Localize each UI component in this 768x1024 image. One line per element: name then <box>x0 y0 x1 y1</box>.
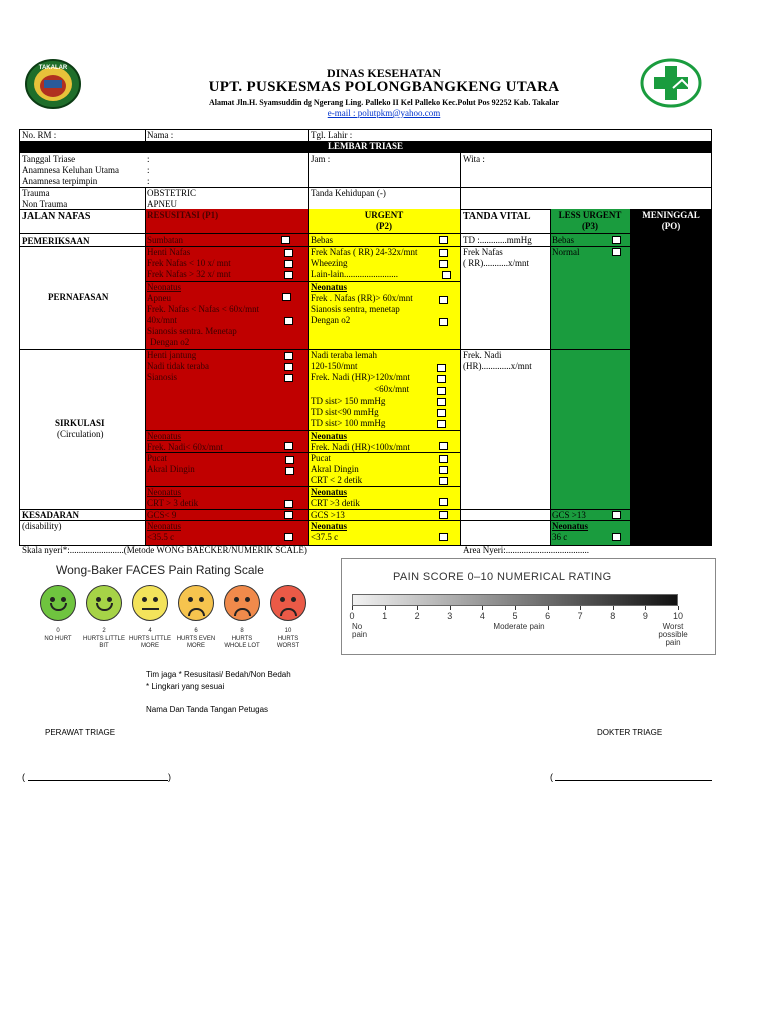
p1-item: Frek. Nafas < Nafas < 60x/mnt <box>147 304 260 314</box>
p1-neonatus-title: Neonatus <box>147 431 181 441</box>
face-eye <box>153 597 158 602</box>
p2-gcs: GCS >13 <box>311 510 345 520</box>
p2-item: Akral Dingin <box>311 464 359 474</box>
checkbox[interactable] <box>439 249 448 257</box>
face-eye <box>96 597 101 602</box>
checkbox[interactable] <box>612 236 621 244</box>
numeric-tick-label: 10 <box>672 611 683 621</box>
p2-item: Dengan o2 <box>311 315 351 325</box>
p2-item: Frek. Nadi (HR)>120x/mnt <box>311 372 410 382</box>
pain-face-4 <box>132 585 168 621</box>
apneu: APNEU <box>147 199 178 209</box>
numeric-tick-label: 5 <box>512 611 518 621</box>
wita-label: Wita : <box>463 154 485 164</box>
pain-face-2 <box>86 585 122 621</box>
numeric-tick-mark <box>613 606 614 610</box>
p2-item: Sianosis sentra, menetap <box>311 304 400 314</box>
sig-left-line[interactable] <box>28 780 168 781</box>
email-link[interactable]: e-mail : polutpkm@yahoo.com <box>327 108 441 118</box>
sig-left-open: ( <box>22 772 25 782</box>
skala-nyeri: Skala nyeri*:........................(Metode WONG BAECKER/NUMERIK SCALE) <box>22 545 307 555</box>
tgl-lahir-label: Tgl. Lahir : <box>311 130 353 140</box>
checkbox[interactable] <box>437 409 446 417</box>
meninggal-header: MENINGGAL <box>642 210 700 220</box>
sirkulasi-sub: (Circulation) <box>57 429 104 439</box>
tanda-kehidupan: Tanda Kehidupan (-) <box>311 188 386 198</box>
checkbox[interactable] <box>285 456 294 464</box>
p1-neonatus-title: Neonatus <box>147 487 181 497</box>
address: Alamat Jln.H. Syamsuddin dg Ngerang Ling. Palleko II Kel Palleko Kec.Polut Pos 92252 Kab. Takalar <box>208 98 560 107</box>
pemeriksaan-label: PEMERIKSAAN <box>22 236 90 246</box>
face-mouth <box>96 603 113 611</box>
face-eye <box>199 597 204 602</box>
p1-gcs: GCS< 9 <box>147 510 177 520</box>
face-eye <box>50 597 55 602</box>
checkbox[interactable] <box>439 477 448 485</box>
pain-face-number: 4 <box>148 628 152 634</box>
p1-item: 40x/mnt <box>147 315 178 325</box>
p1-neonatus-title: Neonatus <box>147 521 181 531</box>
checkbox[interactable] <box>284 533 293 541</box>
numeric-tick-label: 3 <box>447 611 453 621</box>
p2-item: TD sist> 100 mmHg <box>311 418 386 428</box>
p2-item: CRT >3 detik <box>311 498 360 508</box>
checkbox[interactable] <box>612 248 621 256</box>
urgent-header: URGENT <box>364 210 404 220</box>
p2-neonatus-title: Neonatus <box>311 521 348 531</box>
p1-item: Frek Nafas < 10 x/ mnt <box>147 258 231 268</box>
checkbox[interactable] <box>439 442 448 450</box>
pain-face-number: 2 <box>102 628 106 634</box>
face-eye <box>188 597 193 602</box>
face-eye <box>245 597 250 602</box>
tv-item: ( RR)...........x/mnt <box>463 258 530 268</box>
sig-left-close: ) <box>168 772 171 782</box>
numeric-title: PAIN SCORE 0–10 NUMERICAL RATING <box>393 571 612 583</box>
p3-normal: Normal <box>552 247 580 257</box>
numeric-tick-mark <box>417 606 418 610</box>
p1-item: Sianosis <box>147 372 178 382</box>
checkbox[interactable] <box>439 318 448 326</box>
pain-face-0 <box>40 585 76 621</box>
colon: : <box>147 154 150 164</box>
checkbox[interactable] <box>284 500 293 508</box>
pain-face-label: HURTS WHOLE LOT <box>224 636 260 649</box>
p1-item: Nadi tidak teraba <box>147 361 209 371</box>
pain-face-label: HURTS WORST <box>276 636 300 649</box>
checkbox[interactable] <box>439 260 448 268</box>
less-urgent-header: LESS URGENT <box>558 210 622 220</box>
p2-item: TD sist> 150 mmHg <box>311 396 386 406</box>
jam-label: Jam : <box>311 154 331 164</box>
numeric-low: No pain <box>352 622 368 639</box>
pain-face-number: 8 <box>240 628 244 634</box>
p2-item: 120-150/mnt <box>311 361 358 371</box>
po-column <box>630 209 712 546</box>
checkbox[interactable] <box>439 236 448 244</box>
obstetric: OBSTETRIC <box>147 188 197 198</box>
p1-temp: <35.5 c <box>147 532 175 542</box>
dokter-triage-label: DOKTER TRIAGE <box>597 728 663 737</box>
p3-neonatus-title: Neonatus <box>552 521 589 531</box>
logo-text: TAKALAR <box>38 65 68 71</box>
numeric-mid: Moderate pain <box>493 622 545 631</box>
p2-neonatus-title: Neonatus <box>311 487 348 497</box>
numeric-tick-label: 6 <box>545 611 551 621</box>
less-urgent-sub: (P3) <box>582 221 598 231</box>
p1-item: CRT > 3 detik <box>147 498 199 508</box>
kesadaran-sub: (disability) <box>22 521 62 531</box>
pain-face-number: 6 <box>194 628 198 634</box>
checkbox[interactable] <box>439 511 448 519</box>
p1-item: Frek. Nadi< 60x/mnt <box>147 442 223 452</box>
p1-item: Henti Nafas <box>147 247 191 257</box>
section-title-bar <box>19 141 712 153</box>
numeric-tick-mark <box>645 606 646 610</box>
p1-neonatus-title: Neonatus <box>147 282 181 292</box>
p2-bebas: Bebas <box>311 235 333 245</box>
section-title: LEMBAR TRIASE <box>327 141 404 151</box>
checkbox[interactable] <box>439 533 448 541</box>
colon: : <box>147 165 150 175</box>
face-eye <box>280 597 285 602</box>
p2-neonatus-title: Neonatus <box>311 282 348 292</box>
tv-td: TD :............mmHg <box>463 235 532 245</box>
anamnesa-terpimpin: Anamnesa terpimpin <box>22 176 98 186</box>
resusitasi-header: RESUSITASI (P1) <box>147 210 219 220</box>
checkbox[interactable] <box>284 271 293 279</box>
note-lingkari: * Lingkari yang sesuai <box>146 682 225 691</box>
numeric-tick-label: 0 <box>349 611 355 621</box>
trauma: Trauma <box>22 188 50 198</box>
pernafasan-label: PERNAFASAN <box>48 292 109 302</box>
numeric-high: Worst possible pain <box>658 622 688 647</box>
p1-item: Henti jantung <box>147 350 197 360</box>
face-eye <box>61 597 66 602</box>
checkbox[interactable] <box>437 420 446 428</box>
numeric-tick-mark <box>678 606 679 610</box>
checkbox[interactable] <box>439 455 448 463</box>
agency-name: DINAS KESEHATAN <box>327 66 441 80</box>
numeric-tick-label: 2 <box>414 611 420 621</box>
face-eye <box>234 597 239 602</box>
tanda-vital-header: TANDA VITAL <box>463 211 531 222</box>
numeric-gradient-bar <box>352 594 678 606</box>
checkbox[interactable] <box>439 296 448 304</box>
pain-face-label: HURTS LITTLE BIT <box>83 636 125 649</box>
p2-neonatus-title: Neonatus <box>311 431 348 441</box>
p2-item: Frek Nafas ( RR) 24-32x/mnt <box>311 247 418 257</box>
note-tim-jaga: Tim jaga * Resusitasi/ Bedah/Non Bedah <box>146 670 291 679</box>
pain-face-number: 10 <box>284 628 292 634</box>
area-nyeri: Area Nyeri:..................................... <box>463 545 589 555</box>
checkbox[interactable] <box>437 375 446 383</box>
p1-item: Frek Nafas > 32 x/ mnt <box>147 269 231 279</box>
p3-gcs: GCS >13 <box>552 510 586 520</box>
p2-item: <60x/mnt <box>374 384 410 394</box>
p2-temp: <37.5 c <box>311 532 339 542</box>
note-nama-ttd: Nama Dan Tanda Tangan Petugas <box>146 705 269 714</box>
nama-label: Nama : <box>147 130 174 140</box>
numeric-tick-label: 7 <box>577 611 583 621</box>
p3-bebas: Bebas <box>552 235 574 245</box>
p2-item: Pucat <box>311 453 331 463</box>
checkbox[interactable] <box>612 511 621 519</box>
non-trauma: Non Trauma <box>22 199 68 209</box>
pain-face-10 <box>270 585 306 621</box>
face-mouth <box>234 608 251 616</box>
face-eye <box>107 597 112 602</box>
p2-item: Lain-lain........................ <box>311 269 398 279</box>
tv-item: (HR).............x/mnt <box>463 361 532 371</box>
numeric-tick-mark <box>548 606 549 610</box>
p1-item: Pucat <box>147 453 167 463</box>
p1-item: Sianosis sentra. Menetap <box>147 326 237 336</box>
checkbox[interactable] <box>442 271 451 279</box>
checkbox[interactable] <box>439 498 448 506</box>
checkbox[interactable] <box>281 236 290 244</box>
numeric-tick-label: 4 <box>479 611 485 621</box>
face-eye <box>142 597 147 602</box>
checkbox[interactable] <box>437 387 446 395</box>
p2-item: CRT < 2 detik <box>311 475 363 485</box>
checkbox[interactable] <box>439 466 448 474</box>
meninggal-sub: (PO) <box>661 221 681 231</box>
numeric-tick-mark <box>352 606 353 610</box>
checkbox[interactable] <box>284 511 293 519</box>
numeric-tick-mark <box>385 606 386 610</box>
urgent-sub: (P2) <box>376 221 392 231</box>
anamnesa-keluhan: Anamnesa Keluhan Utama <box>22 165 119 175</box>
p2-item: Frek . Nafas (RR)> 60x/mnt <box>311 293 413 303</box>
sig-right-line[interactable] <box>555 780 712 781</box>
p2-item: TD sist<90 mmHg <box>311 407 379 417</box>
numeric-tick-mark <box>482 606 483 610</box>
pain-face-8 <box>224 585 260 621</box>
p1-item: Akral Dingin <box>147 464 195 474</box>
checkbox[interactable] <box>612 533 621 541</box>
sirkulasi-label: SIRKULASI <box>55 418 105 428</box>
checkbox[interactable] <box>437 364 446 372</box>
face-mouth <box>280 608 297 616</box>
numeric-tick-label: 8 <box>610 611 616 621</box>
face-mouth <box>50 603 67 611</box>
face-mouth <box>142 608 159 610</box>
checkbox[interactable] <box>285 467 294 475</box>
numeric-tick-mark <box>580 606 581 610</box>
p1-item: Dengan o2 <box>150 337 190 347</box>
checkbox[interactable] <box>284 317 293 325</box>
face-mouth <box>188 608 205 616</box>
puskesmas-logo <box>640 58 702 108</box>
checkbox[interactable] <box>437 398 446 406</box>
checkbox[interactable] <box>284 260 293 268</box>
jalan-nafas-header: JALAN NAFAS <box>22 211 91 222</box>
checkbox[interactable] <box>284 363 293 371</box>
p3-temp: 36 c <box>552 532 568 542</box>
p2-item: Wheezing <box>311 258 348 268</box>
perawat-triage-label: PERAWAT TRIAGE <box>45 728 116 737</box>
checkbox[interactable] <box>284 249 293 257</box>
pain-face-number: 0 <box>56 628 60 634</box>
p1-item: Apneu <box>147 293 171 303</box>
face-eye <box>291 597 296 602</box>
checkbox[interactable] <box>284 352 293 360</box>
numeric-tick-mark <box>450 606 451 610</box>
p2-item: Frek. Nadi (HR)<100x/mnt <box>311 442 410 452</box>
pain-face-label: HURTS EVEN MORE <box>176 636 216 649</box>
sig-right-open: ( <box>550 772 553 782</box>
pain-face-6 <box>178 585 214 621</box>
tv-item: Frek. Nadi <box>463 350 502 360</box>
numeric-tick-label: 1 <box>382 611 388 621</box>
puskesmas-title: UPT. PUSKESMAS POLONGBANGKENG UTARA <box>208 79 560 95</box>
tanggal-triase: Tanggal Triase <box>22 154 76 164</box>
numeric-tick-label: 9 <box>642 611 648 621</box>
no-rm-label: No. RM : <box>22 130 57 140</box>
tv-item: Frek Nafas <box>463 247 503 257</box>
colon: : <box>147 176 150 186</box>
pain-face-label: NO HURT <box>44 636 72 642</box>
numeric-tick-mark <box>515 606 516 610</box>
checkbox[interactable] <box>284 442 293 450</box>
checkbox[interactable] <box>284 374 293 382</box>
p3-column <box>550 209 630 546</box>
checkbox[interactable] <box>282 293 291 301</box>
pain-face-label: HURTS LITTLE MORE <box>129 636 171 649</box>
kesadaran-label: KESADARAN <box>22 510 80 520</box>
p1-sumbatan: Sumbatan <box>147 235 183 245</box>
p2-item: Nadi teraba lemah <box>311 350 377 360</box>
wong-baker-title: Wong-Baker FACES Pain Rating Scale <box>56 563 264 577</box>
